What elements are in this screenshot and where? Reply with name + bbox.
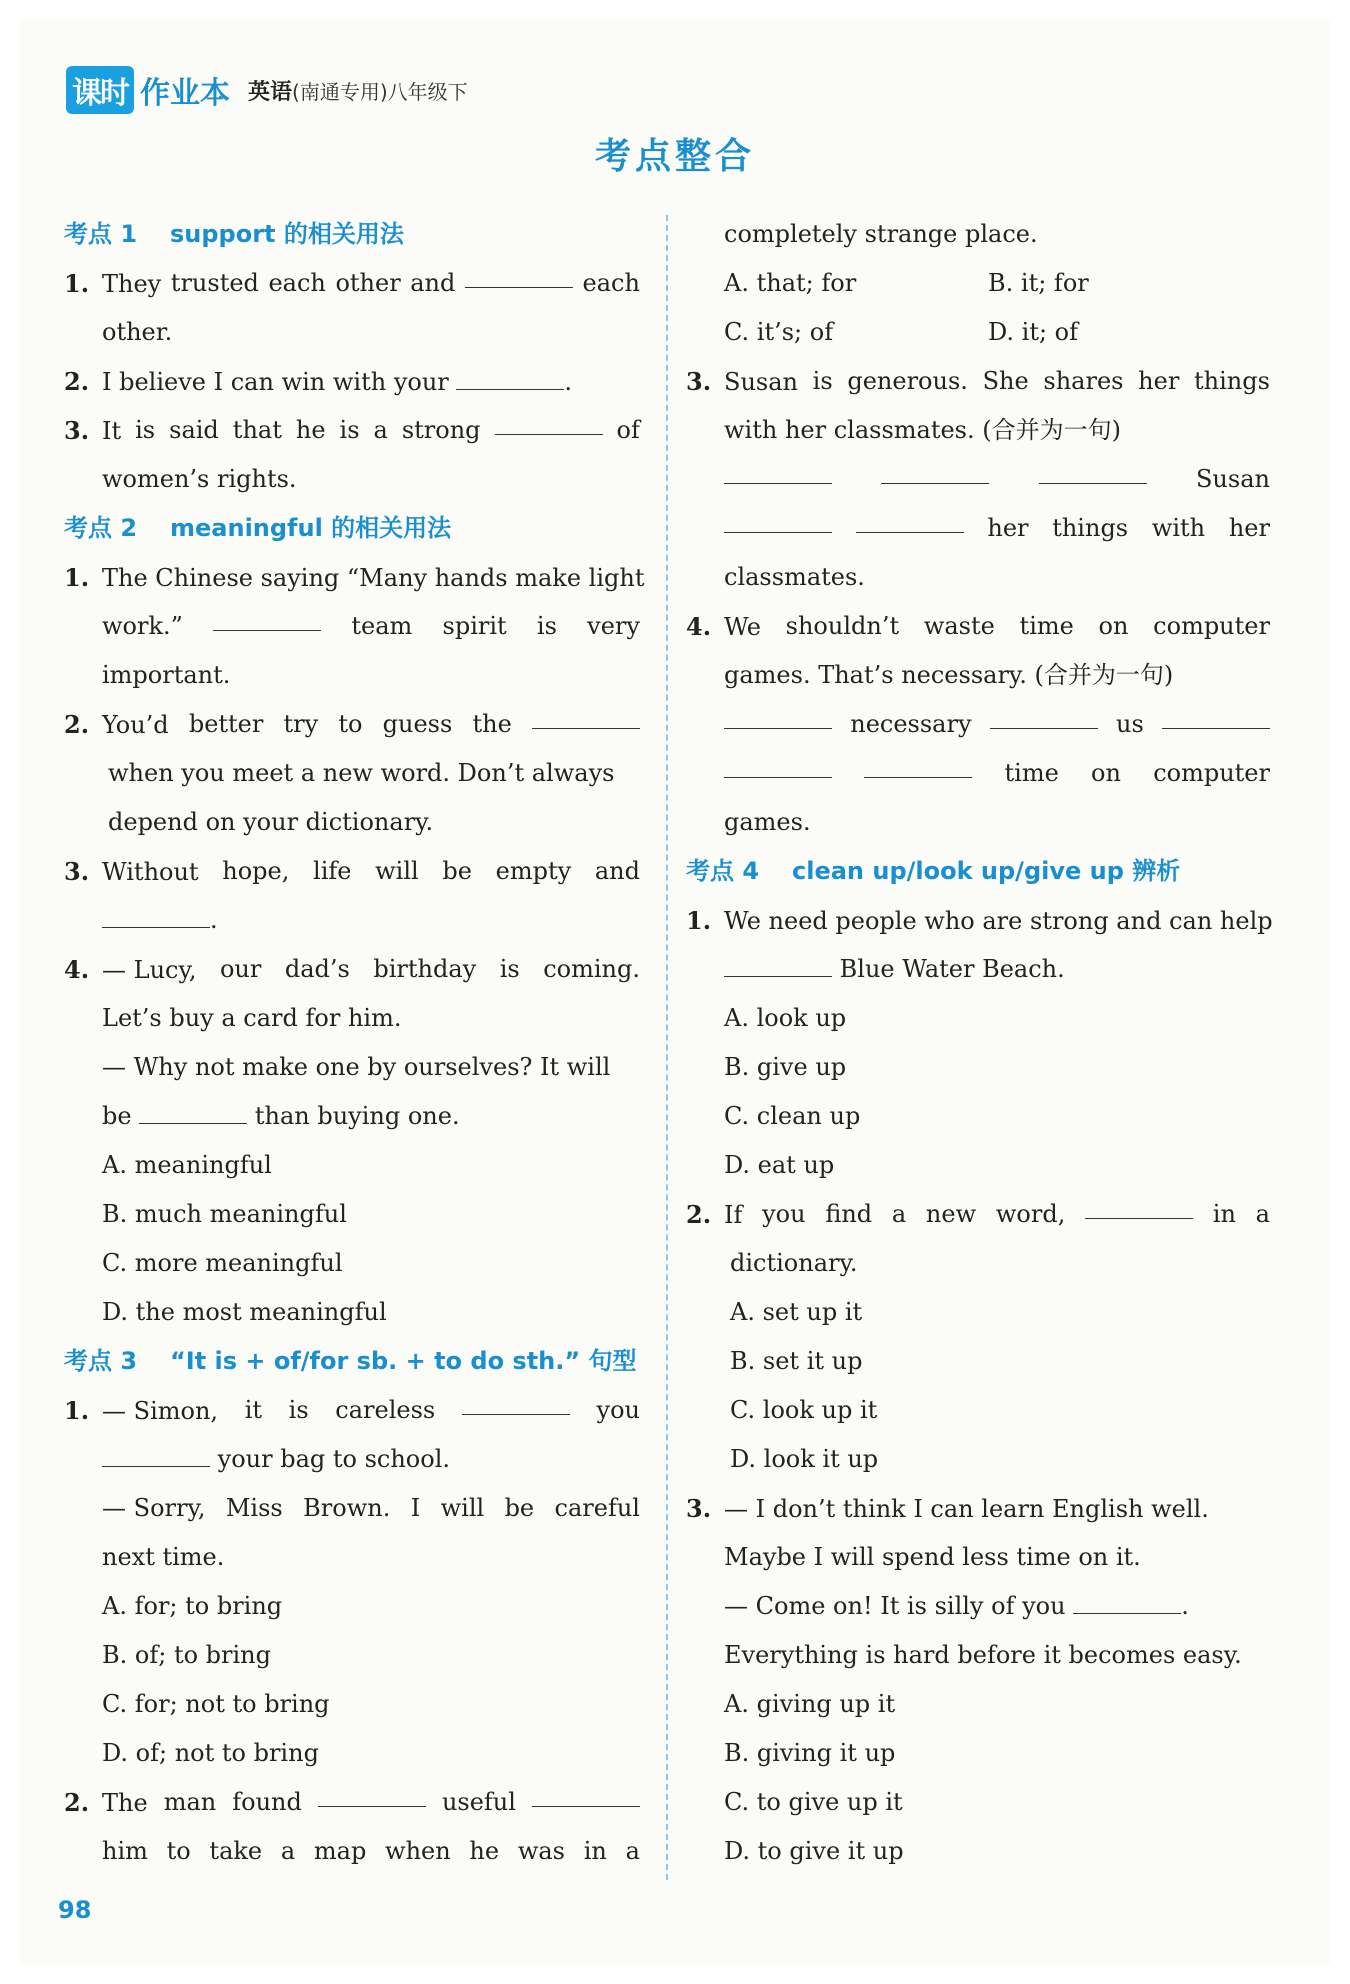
question: 2. I believe I can win with your . — [64, 357, 640, 406]
option[interactable]: A. for; to bring — [102, 1592, 283, 1620]
page-title: 考点整合 — [594, 136, 755, 177]
answer-blank[interactable] — [1085, 1190, 1193, 1219]
option[interactable]: D. it; of — [988, 318, 1079, 346]
answer-blank[interactable] — [724, 455, 832, 484]
subject: 英语 — [248, 79, 293, 105]
question: 3. Without hope, life will be empty and — [64, 857, 640, 886]
answer-blank[interactable] — [724, 948, 832, 977]
option[interactable]: B. set it up — [730, 1347, 863, 1375]
option[interactable]: D. of; not to bring — [102, 1739, 319, 1767]
answer-blank[interactable] — [1039, 455, 1147, 484]
answer-blank[interactable] — [102, 1438, 210, 1467]
answer-blank[interactable] — [318, 1778, 426, 1807]
answer-blank[interactable] — [990, 700, 1098, 729]
answer-blank[interactable] — [856, 504, 964, 533]
option[interactable]: A. set up it — [730, 1298, 863, 1326]
question: 2. You’d better try to guess the — [64, 700, 640, 749]
option[interactable]: D. eat up — [724, 1151, 835, 1179]
question: 1. The Chinese saying “Many hands make light — [64, 563, 645, 592]
column-divider — [666, 215, 668, 1880]
question: 4. We shouldn’t waste time on computer — [686, 612, 1270, 641]
answer-blank[interactable] — [881, 455, 989, 484]
option[interactable]: C. for; not to bring — [102, 1690, 330, 1718]
section-heading-3: 考点 3 “It is + of/for sb. + to do sth.” 句型 — [64, 1347, 637, 1375]
question: 3. Susan is generous. She shares her things — [686, 367, 1270, 396]
option[interactable]: C. look up it — [730, 1396, 878, 1424]
answer-blank[interactable] — [465, 259, 573, 288]
question: 2. If you find a new word, in a — [686, 1190, 1270, 1239]
left-column: 考点 1 support 的相关用法 1. They trusted each other and each other. 2. I believe I can win with your . 3. It is said that he is a strong of women’s rights. 考点 2 meaningful 的相关用法 1. The Chinese saying “Many hands make light work.” team spirit is very important. 2. You’d better try to guess the when you meet a new word. Don’t always depend on your dictionary. 3. Without hope, life will be empty and . 4. — Lucy, our dad’s birthday is coming. Let’s buy a card for him. — Why not make one by ourselves? It will be than buying one. A. meaningful B. much meaningful C. more meaningful D. the most meaningful 考点 3 “It is + of/for sb. + to do sth.” 句型 1. — Simon, it is careless you your bag to school. — Sorry, Miss Brown. I will be careful next time. A. for; to bring B. of; to bring C. for; not to bring D. of; not to bring 2. The man found useful him to take a map when he was in a — [64, 210, 640, 1876]
section-heading-1: 考点 1 support 的相关用法 — [64, 220, 404, 248]
section-heading-4: 考点 4 clean up/look up/give up 辨析 — [686, 857, 1181, 885]
answer-blank[interactable] — [1073, 1585, 1181, 1614]
answer-blank[interactable] — [724, 749, 832, 778]
answer-blank[interactable] — [456, 361, 564, 390]
logo — [66, 66, 230, 114]
answer-blank[interactable] — [1162, 700, 1270, 729]
answer-blank[interactable] — [724, 700, 832, 729]
answer-blank[interactable] — [139, 1095, 247, 1124]
question: 2. The man found useful — [64, 1778, 640, 1827]
right-column: completely strange place. A. that; for B. it; for C. it’s; of D. it; of 3. Susan is generous. She shares her things with her classmates. (合并为一句) Susan her things with her classmates. 4. We shouldn’t waste time on computer games. That’s necessary. (合并为一句) necessary us time on computer games. 考点 4 clean up/look up/give up 辨析 1. We need people who are strong and can help Blue Water Beach. A. look up B. give up C. clean up D. eat up 2. If you find a new word, in a dictionary. A. set up it B. set it up C. look up it D. look it up 3. — I don’t think I can learn English well. Maybe I will spend less time on it. — Come on! It is silly of you . Everything is hard before it becomes easy. A. giving up it B. giving it up C. to give up it D. to give it up — [686, 210, 1270, 1876]
logo-box: 课时 — [66, 66, 134, 114]
question: 3. It is said that he is a strong of — [64, 406, 640, 455]
page-number: 98 — [58, 1896, 92, 1924]
logo-text: 作业本 — [140, 76, 230, 111]
answer-blank[interactable] — [102, 899, 210, 928]
header — [66, 70, 468, 110]
question: 3. — I don’t think I can learn English well. — [686, 1494, 1209, 1523]
answer-blank[interactable] — [864, 749, 972, 778]
section-heading-2: 考点 2 meaningful 的相关用法 — [64, 514, 452, 542]
answer-blank[interactable] — [532, 700, 640, 729]
question: 4. — Lucy, our dad’s birthday is coming. — [64, 955, 640, 984]
option[interactable]: B. it; for — [988, 269, 1089, 297]
option[interactable]: C. it’s; of — [724, 318, 834, 346]
option[interactable]: B. give up — [724, 1053, 847, 1081]
option[interactable]: C. to give up it — [724, 1788, 903, 1816]
option[interactable]: C. more meaningful — [102, 1249, 343, 1277]
option[interactable]: D. to give it up — [724, 1837, 904, 1865]
edition: (南通专用) — [292, 79, 388, 104]
option[interactable]: D. look it up — [730, 1445, 879, 1473]
option[interactable]: D. the most meaningful — [102, 1298, 387, 1326]
book-subtitle — [248, 75, 468, 106]
option[interactable]: B. giving it up — [724, 1739, 896, 1767]
option[interactable]: A. look up — [724, 1004, 847, 1032]
option[interactable]: A. that; for — [724, 269, 857, 297]
answer-blank[interactable] — [213, 602, 321, 631]
option[interactable]: B. of; to bring — [102, 1641, 271, 1669]
question: 1. — Simon, it is careless you — [64, 1386, 640, 1435]
option[interactable]: C. clean up — [724, 1102, 861, 1130]
question: 1. We need people who are strong and can help — [686, 906, 1273, 935]
answer-blank[interactable] — [495, 406, 603, 435]
answer-blank[interactable] — [462, 1386, 570, 1415]
option[interactable]: B. much meaningful — [102, 1200, 347, 1228]
answer-blank[interactable] — [724, 504, 832, 533]
option[interactable]: A. meaningful — [102, 1151, 272, 1179]
grade: 八年级下 — [387, 79, 468, 104]
option[interactable]: A. giving up it — [724, 1690, 896, 1718]
question: 1. They trusted each other and each — [64, 259, 640, 308]
answer-blank[interactable] — [532, 1778, 640, 1807]
